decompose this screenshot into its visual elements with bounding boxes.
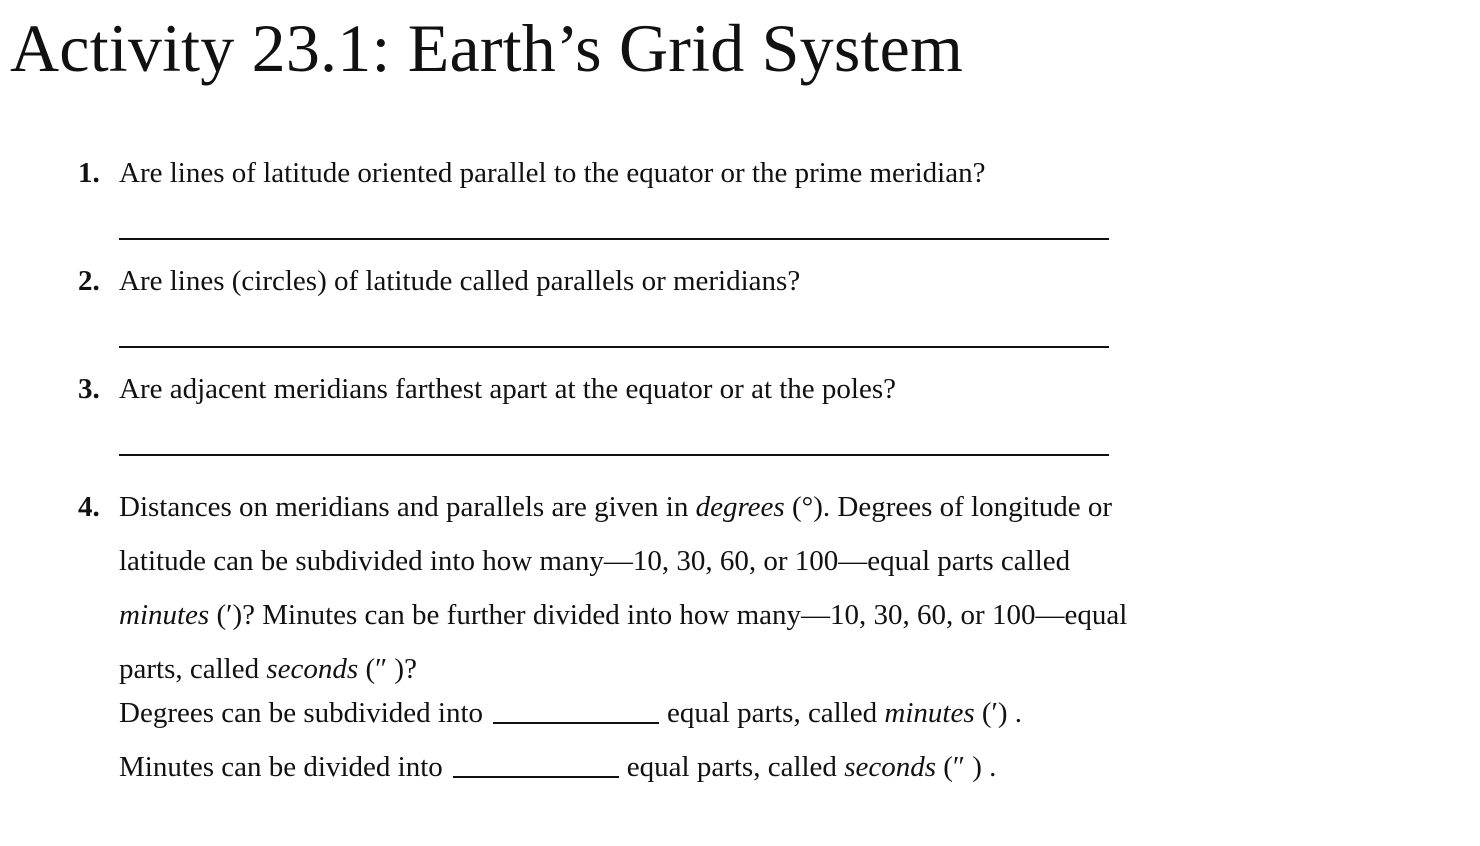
- q4-line-2: latitude can be subdivided into how many—10, 30, 60, or 100—equal parts called: [119, 545, 1071, 577]
- question-2: [78, 264, 800, 298]
- fill-prompt: Degrees can be subdivided into: [119, 697, 484, 729]
- q4-line-1: Distances on meridians and parallels are given in degrees (°). Degrees of longitude or: [119, 491, 1112, 523]
- fill-in-seconds: Minutes can be divided into equal parts, called seconds (″ ) .: [119, 751, 997, 783]
- answer-line-3[interactable]: [119, 454, 1109, 456]
- question-text: Are lines (circles) of latitude called parallels or meridians?: [119, 265, 801, 297]
- question-text: Are adjacent meridians farthest apart at the equator or at the poles?: [119, 373, 897, 405]
- fill-prompt: Minutes can be divided into: [119, 751, 443, 783]
- question-1: [78, 156, 985, 190]
- question-number: 4.: [78, 491, 100, 523]
- question-4: [78, 480, 1368, 696]
- question-number: 3.: [78, 373, 100, 405]
- question-number: 1.: [78, 157, 100, 189]
- fill-in-minutes: Degrees can be subdivided into equal parts, called minutes (′) .: [119, 697, 1023, 729]
- page-title: Activity 23.1: Earth’s Grid System: [10, 10, 964, 86]
- answer-line-2[interactable]: [119, 346, 1109, 348]
- q4-line-3: minutes (′)? Minutes can be further divided into how many—10, 30, 60, or 100—equal: [119, 599, 1128, 631]
- question-3: [78, 372, 896, 406]
- minutes-blank[interactable]: [493, 722, 659, 724]
- q4-line-4: parts, called seconds (″ )?: [119, 653, 417, 685]
- question-number: 2.: [78, 265, 100, 297]
- answer-line-1[interactable]: [119, 238, 1109, 240]
- seconds-blank[interactable]: [453, 776, 619, 778]
- question-text: Are lines of latitude oriented parallel to the equator or the prime meridian?: [119, 157, 986, 189]
